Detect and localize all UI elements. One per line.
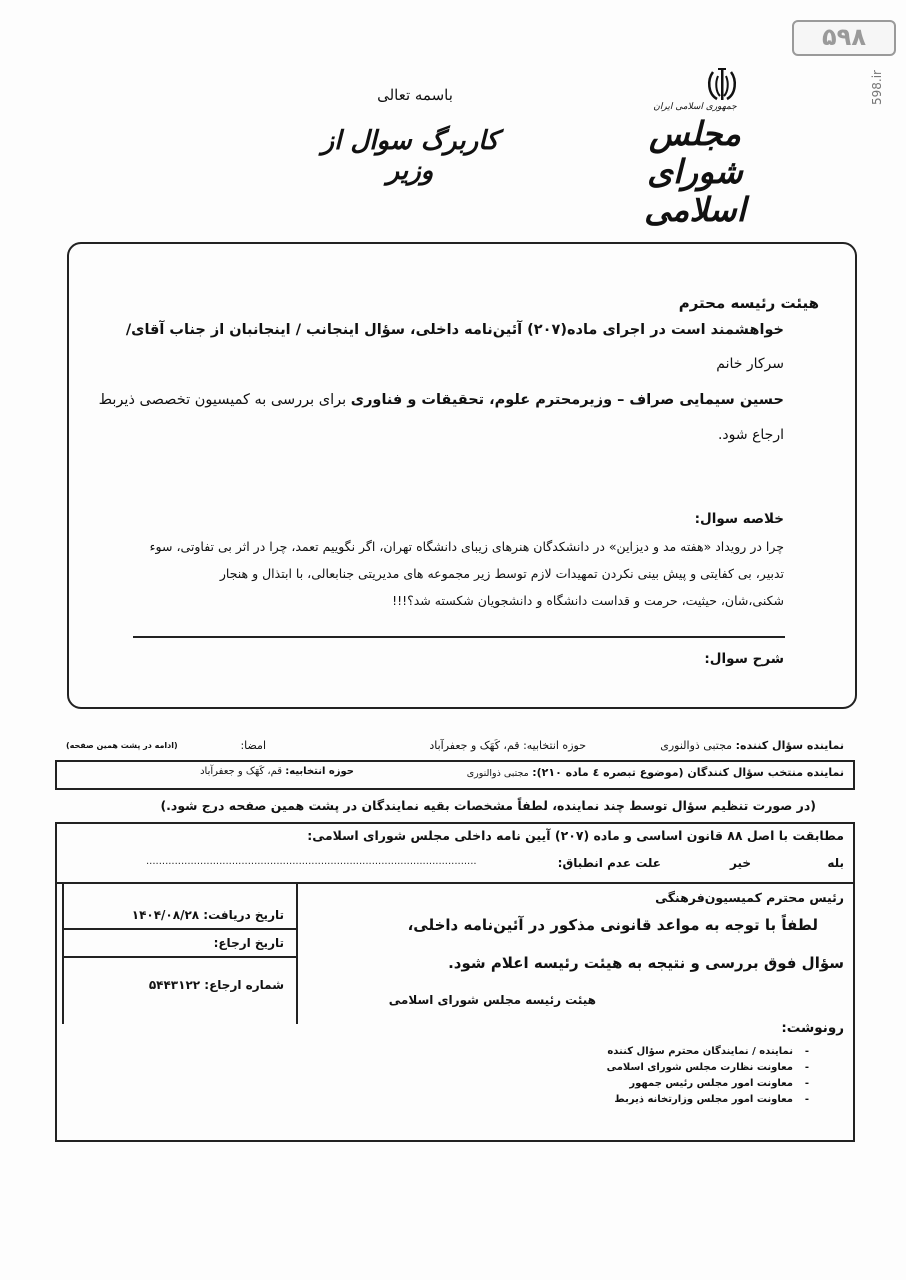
copies-label: رونوشت: <box>781 1020 844 1036</box>
separator-line <box>133 636 785 638</box>
multi-representative-note: (در صورت تنظیم سؤال توسط چند نماینده، لطفاً مشخصات بقیه نمایندگان در پشت همین صفحه درج شود.) <box>160 798 816 813</box>
referral-number <box>64 978 296 992</box>
minister-name: حسین سیمایی صراف – وزیرمحترم علوم، تحقیقات و فناوری <box>350 392 784 408</box>
compliance-reason-label: علت عدم انطباق: <box>557 856 661 870</box>
explanation-label: شرح سوال: <box>704 651 784 667</box>
selected-rep-label: نماینده منتخب سؤال کنندگان (موضوع تبصره ٤ ماده ۲۱۰): <box>532 766 844 779</box>
referral-line-2: سؤال فوق بررسی و نتیجه به هیئت رئیسه اعلام شود. <box>448 954 844 972</box>
dates-divider <box>64 956 296 958</box>
selected-rep-district <box>200 766 354 777</box>
republic-line: جمهوری اسلامی ایران <box>653 102 737 112</box>
request-line-3 <box>99 392 784 408</box>
district-label: حوزه انتخابیه: <box>523 739 586 752</box>
watermark-url: 598.ir <box>870 70 884 106</box>
question-box <box>67 242 857 709</box>
summary-line: تدبیر، بی کفایتی و پیش بینی نکردن تمهیدات لازم توسط زیر مجموعه های مدیریتی جنابعالی، با ابتذال و هنجار <box>219 566 784 581</box>
request-line-1: خواهشمند است در اجرای ماده(۲۰۷) آئین‌نامه داخلی، سؤال اینجانب / اینجانبان از جناب آقای/ <box>125 322 784 338</box>
request-line-4: ارجاع شود. <box>717 427 784 443</box>
compliance-yes[interactable]: بله <box>827 856 844 870</box>
district-value: قم، کَهَک و جعفرآباد <box>429 739 520 752</box>
signature-label: امضا: <box>240 739 266 752</box>
copy-item: -نماینده / نمایندگان محترم سؤال کننده <box>607 1046 810 1057</box>
request-line-2: سرکار خانم <box>716 356 784 372</box>
received-date-value: ۱۴۰۴/۰۸/۲۸ <box>131 908 200 922</box>
referral-number-label: شماره ارجاع: <box>204 978 284 992</box>
questioner-name: مجتبی ذوالنوری <box>660 739 733 752</box>
copies-list <box>607 1046 821 1110</box>
referral-date <box>64 936 296 950</box>
referral-number-value: ۵۴۴۳۱۲۲ <box>148 978 201 992</box>
watermark-logo: ۵۹۸ <box>792 20 896 56</box>
selected-rep <box>467 766 844 779</box>
compliance-title: مطابقت با اصل ۸۸ قانون اساسی و ماده (۲۰۷) آیین نامه داخلی مجلس شورای اسلامی: <box>307 828 844 843</box>
compliance-no[interactable]: خیر <box>729 856 751 870</box>
dates-box <box>62 884 298 1024</box>
form-title: کاربرگ سوال از وزیر <box>321 126 499 186</box>
organization-name: مجلس شورای اسلامی <box>644 114 746 229</box>
copy-item: -معاونت امور مجلس رئیس جمهور <box>629 1078 810 1089</box>
summary-line: شکنی،شان، حیثیت، حرمت و قداست دانشگاه و دانشجویان شکسته شد؟!!! <box>392 593 784 608</box>
questioner <box>660 739 844 752</box>
copy-item: -معاونت امور مجلس وزارتخانه ذیربط <box>614 1094 810 1105</box>
selected-rep-name: مجتبی ذوالنوری <box>466 768 529 779</box>
selected-district-value: قم، کَهَک و جعفرآباد <box>200 766 283 777</box>
iran-emblem-icon <box>705 66 739 104</box>
referral-date-label: تاریخ ارجاع: <box>213 936 284 950</box>
referral-signatory: هیئت رئیسه مجلس شورای اسلامی <box>388 993 596 1007</box>
received-date <box>64 908 296 922</box>
salutation: هیئت رئیسه محترم <box>678 294 819 312</box>
received-date-label: تاریخ دریافت: <box>203 908 284 922</box>
referral-addressee: رئیس محترم کمیسیون‌فرهنگی <box>655 890 844 905</box>
summary-line: چرا در رویداد «هفته مد و دیزاین» در دانشکدگان هنرهای زیبای دانشگاه تهران، اگر نگوییم تعمد، چرا در اثر بی تفاوتی، سوء <box>149 539 784 554</box>
bismillah: باسمه تعالی <box>377 86 453 104</box>
questioner-label: نماینده سؤال کننده: <box>735 739 844 752</box>
continued-note: (ادامه در پشت همین صفحه) <box>66 741 178 750</box>
request-line-3-rest: برای بررسی به کمیسیون تخصصی ذیربط <box>98 392 351 408</box>
dates-divider <box>64 928 296 930</box>
selected-district-label: حوزه انتخابیه: <box>285 766 354 777</box>
copy-item: -معاونت نظارت مجلس شورای اسلامی <box>606 1062 810 1073</box>
district <box>429 739 586 752</box>
compliance-reason-field[interactable]: ........................................................................................................ <box>146 856 477 867</box>
referral-line-1: لطفاً با توجه به مواعد قانونی مذکور در آئین‌نامه داخلی، <box>407 916 818 934</box>
summary-label: خلاصه سوال: <box>694 511 784 527</box>
